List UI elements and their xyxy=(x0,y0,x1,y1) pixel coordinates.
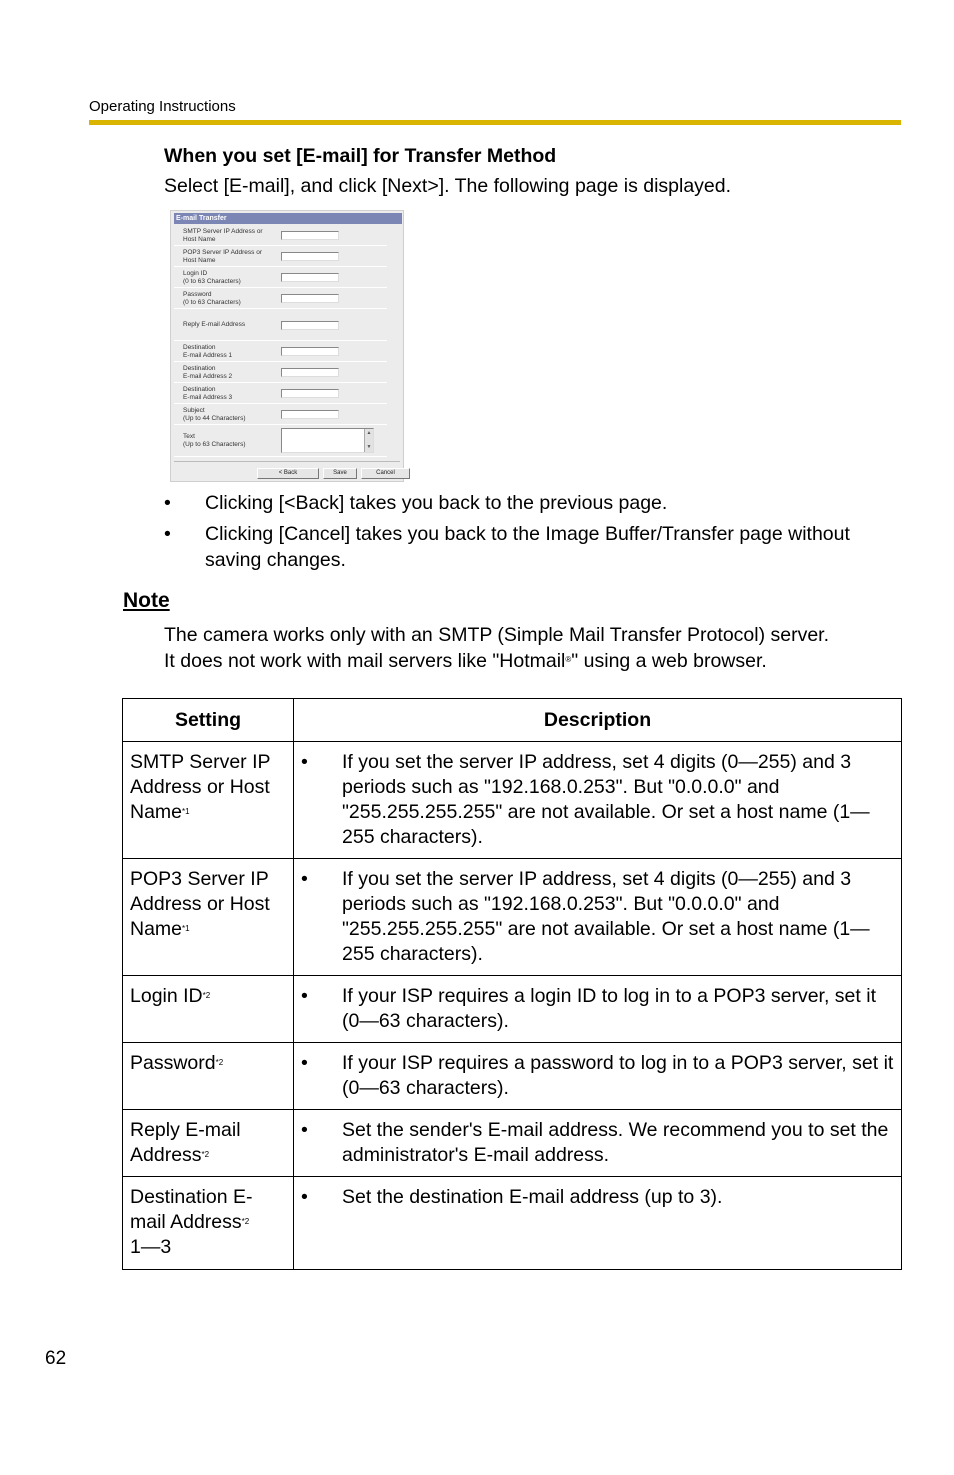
description-column-header: Description xyxy=(294,699,902,742)
screenshot-buttons xyxy=(257,468,410,479)
screenshot-field-label: SMTP Server IP Address or Host Name xyxy=(183,228,263,243)
description-cell xyxy=(294,859,902,976)
screenshot-input[interactable] xyxy=(281,231,339,240)
screenshot-form-row xyxy=(174,225,387,246)
screenshot-title-bar: E-mail Transfer xyxy=(174,213,402,224)
settings-table xyxy=(122,698,902,1270)
note-text-part: It does not work with mail servers like "Hotmail xyxy=(164,650,566,672)
screenshot-input[interactable] xyxy=(281,252,339,261)
screenshot-input[interactable] xyxy=(281,410,339,419)
table-row xyxy=(123,1110,902,1177)
setting-cell xyxy=(123,742,294,859)
registered-mark: ® xyxy=(565,655,572,664)
screenshot-separator xyxy=(174,461,400,462)
section-title: When you set [E-mail] for Transfer Method xyxy=(164,145,557,167)
description-item xyxy=(301,1051,894,1101)
bullet-glyph: • xyxy=(301,1052,308,1074)
screenshot-field-label: Destination E-mail Address 3 xyxy=(183,386,233,401)
screenshot-input[interactable] xyxy=(281,294,339,303)
note-text-part: " using a web browser. xyxy=(571,650,767,672)
list-item xyxy=(164,521,904,573)
screenshot-form-row xyxy=(174,288,387,309)
note-line: The camera works only with an SMTP (Simple Mail Transfer Protocol) server. xyxy=(164,624,830,646)
description-text: If you set the server IP address, set 4 digits (0—255) and 3 periods such as "192.168.0.253". But "0.0.0.0" and "255.255.255.255" are not available. Or set a host name (1—255 characters). xyxy=(342,751,870,848)
list-item xyxy=(164,490,904,516)
table-row xyxy=(123,1043,902,1110)
description-item xyxy=(301,867,894,967)
screenshot-textarea[interactable] xyxy=(281,428,374,453)
table-row xyxy=(123,1177,902,1270)
bullet-glyph: • xyxy=(301,1186,308,1208)
bullet-glyph: • xyxy=(301,985,308,1007)
header-rule xyxy=(89,120,901,125)
description-item xyxy=(301,1185,894,1210)
description-text: Set the destination E-mail address (up to 3). xyxy=(342,1186,723,1208)
footnote-mark: *2 xyxy=(215,1058,224,1067)
bullet-text: Clicking [<Back] takes you back to the previous page. xyxy=(205,492,668,514)
screenshot-field-label: POP3 Server IP Address or Host Name xyxy=(183,249,262,264)
setting-name: Reply E-mail Address xyxy=(130,1119,241,1166)
screenshot-form xyxy=(174,225,387,457)
description-item xyxy=(301,1118,894,1168)
bullet-glyph: • xyxy=(301,751,308,773)
screenshot-input[interactable] xyxy=(281,347,339,356)
setting-name: POP3 Server IP Address or Host Name xyxy=(130,868,270,940)
screenshot-form-row xyxy=(174,267,387,288)
description-cell xyxy=(294,976,902,1043)
footnote-mark: *1 xyxy=(182,924,190,933)
setting-column-header: Setting xyxy=(123,699,294,742)
description-cell xyxy=(294,1043,902,1110)
screenshot-input[interactable] xyxy=(281,389,339,398)
description-text: If your ISP requires a password to log in to a POP3 server, set it (0—63 characters). xyxy=(342,1052,894,1099)
screenshot-input[interactable] xyxy=(281,273,339,282)
setting-cell xyxy=(123,1110,294,1177)
footnote-mark: *2 xyxy=(202,991,211,1000)
bullet-list xyxy=(164,490,904,578)
screenshot-field-label: Subject (Up to 44 Characters) xyxy=(183,407,246,422)
screenshot-field-label: Reply E-mail Address xyxy=(183,321,246,328)
screenshot-field-label: Destination E-mail Address 1 xyxy=(183,344,233,359)
screenshot-field-label: Destination E-mail Address 2 xyxy=(183,365,233,380)
footnote-mark: *1 xyxy=(182,807,190,816)
table-body xyxy=(123,742,902,1270)
screenshot-form-row xyxy=(174,404,387,425)
screenshot-field-label: Password (0 to 63 Characters) xyxy=(183,291,241,306)
scrollbar[interactable] xyxy=(364,429,373,452)
setting-name: Login ID xyxy=(130,985,203,1007)
bullet-glyph: • xyxy=(301,1119,308,1141)
setting-name: Destination E-mail Address xyxy=(130,1186,253,1233)
screenshot-input[interactable] xyxy=(281,368,339,377)
description-text: Set the sender's E-mail address. We recommend you to set the administrator's E-mail address. xyxy=(342,1119,889,1166)
table-row xyxy=(123,742,902,859)
page-number: 62 xyxy=(45,1348,67,1369)
table-row xyxy=(123,976,902,1043)
setting-cell xyxy=(123,976,294,1043)
bullet-glyph: • xyxy=(164,523,171,545)
save-button[interactable]: Save xyxy=(323,468,357,479)
screenshot-form-row xyxy=(174,246,387,267)
description-cell xyxy=(294,1177,902,1270)
screenshot-form-row xyxy=(174,362,387,383)
note-line xyxy=(164,648,904,674)
bullet-glyph: • xyxy=(164,492,171,514)
screenshot-form-row xyxy=(174,383,387,404)
description-text: If your ISP requires a login ID to log in to a POP3 server, set it (0—63 characters). xyxy=(342,985,876,1032)
setting-suffix: 1—3 xyxy=(130,1236,172,1258)
screenshot-field-label: Login ID (0 to 63 Characters) xyxy=(183,270,241,285)
description-text: If you set the server IP address, set 4 digits (0—255) and 3 periods such as "192.168.0.253". But "0.0.0.0" and "255.255.255.255" are not available. Or set a host name (1—255 characters). xyxy=(342,868,870,965)
bullet-glyph: • xyxy=(301,868,308,890)
setting-name: SMTP Server IP Address or Host Name xyxy=(130,751,271,823)
cancel-button[interactable]: Cancel xyxy=(361,468,410,479)
setting-cell xyxy=(123,1043,294,1110)
description-item xyxy=(301,984,894,1034)
footnote-mark: *2 xyxy=(201,1150,210,1159)
note-heading: Note xyxy=(123,589,170,612)
bullet-text: Clicking [Cancel] takes you back to the Image Buffer/Transfer page without saving changes. xyxy=(205,523,850,571)
screenshot-input[interactable] xyxy=(281,321,339,330)
footnote-mark: *2 xyxy=(241,1217,250,1226)
description-cell xyxy=(294,1110,902,1177)
table-header-row xyxy=(123,699,902,742)
setting-cell xyxy=(123,1177,294,1270)
description-cell xyxy=(294,742,902,859)
back-button[interactable]: < Back xyxy=(257,468,319,479)
setting-cell xyxy=(123,859,294,976)
scroll-down-icon[interactable]: ▼ xyxy=(366,444,372,450)
screenshot-form-row xyxy=(174,309,387,341)
running-header: Operating Instructions xyxy=(89,98,236,115)
note-text xyxy=(164,622,904,674)
setting-name: Password xyxy=(130,1052,216,1074)
table-row xyxy=(123,859,902,976)
screenshot-form-row xyxy=(174,341,387,362)
email-transfer-screenshot xyxy=(170,210,404,482)
description-item xyxy=(301,750,894,850)
scroll-up-icon[interactable]: ▲ xyxy=(366,430,372,436)
screenshot-form-row xyxy=(174,425,387,457)
section-intro: Select [E-mail], and click [Next>]. The following page is displayed. xyxy=(164,175,732,197)
screenshot-field-label: Text (Up to 63 Characters) xyxy=(183,433,246,448)
